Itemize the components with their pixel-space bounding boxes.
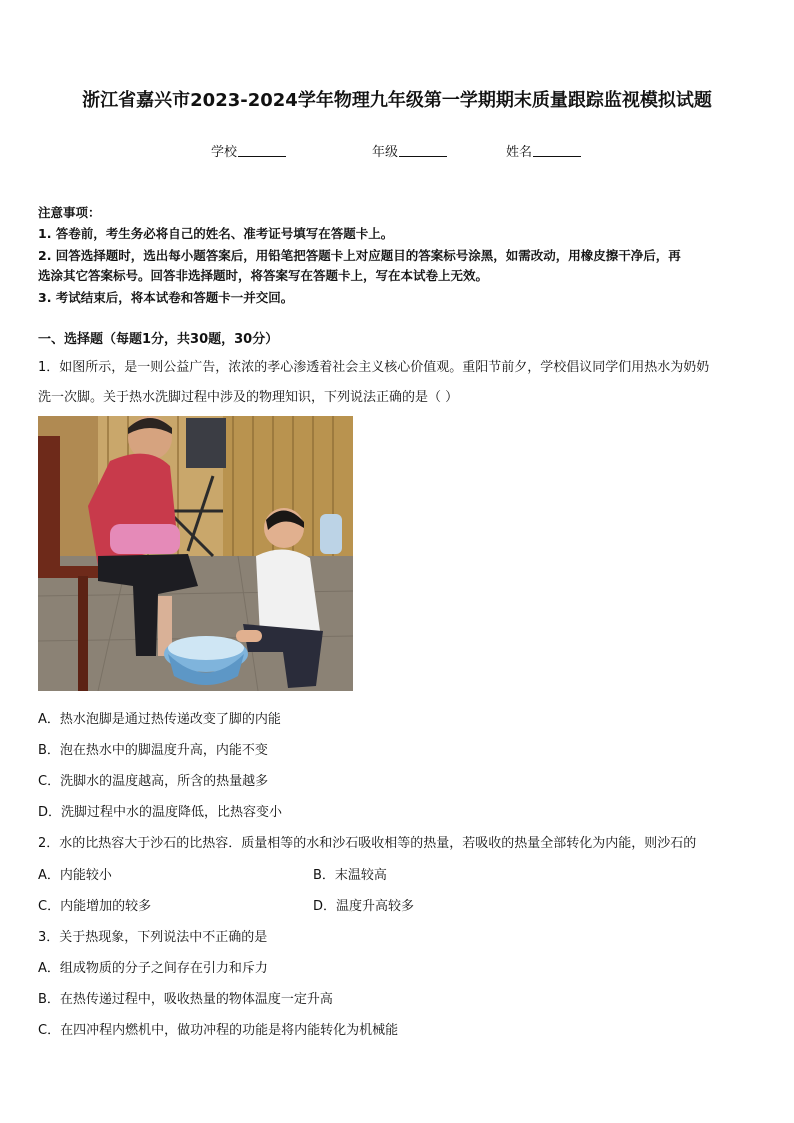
q1-option-c: C．洗脚水的温度越高，所含的热量越多	[38, 774, 269, 789]
notes-item: 1. 答卷前，考生务必将自己的姓名、准考证号填写在答题卡上。	[38, 226, 394, 241]
q2-stem: 2．水的比热容大于沙石的比热容．质量相等的水和沙石吸收相等的热量，若吸收的热量全部转化为内能，则沙石的	[38, 836, 697, 851]
q2-option-b: B．末温较高	[313, 868, 387, 883]
q3-option-b: B．在热传递过程中，吸收热量的物体温度一定升高	[38, 992, 333, 1007]
section-heading: 一、选择题（每题1分，共30题，30分）	[38, 332, 279, 347]
name-label: 姓名	[506, 145, 533, 160]
grade-label: 年级	[372, 145, 399, 160]
school-label: 学校	[211, 145, 238, 160]
q3-stem: 3．关于热现象，下列说法中不正确的是	[38, 930, 268, 945]
school-blank[interactable]	[238, 144, 286, 157]
q2-option-c: C．内能增加的较多	[38, 899, 152, 914]
school-field	[211, 141, 286, 160]
footbath-photo	[38, 416, 353, 691]
notes-heading: 注意事项：	[38, 205, 101, 220]
grade-blank[interactable]	[399, 144, 447, 157]
q1-option-a: A．热水泡脚是通过热传递改变了脚的内能	[38, 712, 281, 727]
name-field	[506, 141, 581, 160]
notes-item: 2. 回答选择题时，选出每小题答案后，用铅笔把答题卡上对应题目的答案标号涂黑，如需改动，用橡皮擦干净后，再	[38, 248, 681, 263]
q3-option-a: A．组成物质的分子之间存在引力和斥力	[38, 961, 268, 976]
q1-option-d: D．洗脚过程中水的温度降低，比热容变小	[38, 805, 283, 820]
notes-item: 3. 考试结束后，将本试卷和答题卡一并交回。	[38, 290, 294, 305]
name-blank[interactable]	[533, 144, 581, 157]
notes-item: 选涂其它答案标号。回答非选择题时，将答案写在答题卡上，写在本试卷上无效。	[38, 268, 489, 283]
q1-option-b: B．泡在热水中的脚温度升高，内能不变	[38, 743, 268, 758]
q3-option-c: C．在四冲程内燃机中，做功冲程的功能是将内能转化为机械能	[38, 1023, 399, 1038]
exam-title: 浙江省嘉兴市2023-2024学年物理九年级第一学期期末质量跟踪监视模拟试题	[82, 90, 712, 111]
grade-field	[372, 141, 447, 160]
q2-option-a: A．内能较小	[38, 868, 112, 883]
q1-stem: 1．如图所示，是一则公益广告，浓浓的孝心渗透着社会主义核心价值观。重阳节前夕，学校倡议同学们用热水为奶奶	[38, 360, 710, 375]
q2-option-d: D．温度升高较多	[313, 899, 415, 914]
q1-stem-cont: 洗一次脚。关于热水洗脚过程中涉及的物理知识，下列说法正确的是（ ）	[38, 390, 459, 405]
footbath-illustration	[38, 416, 353, 691]
